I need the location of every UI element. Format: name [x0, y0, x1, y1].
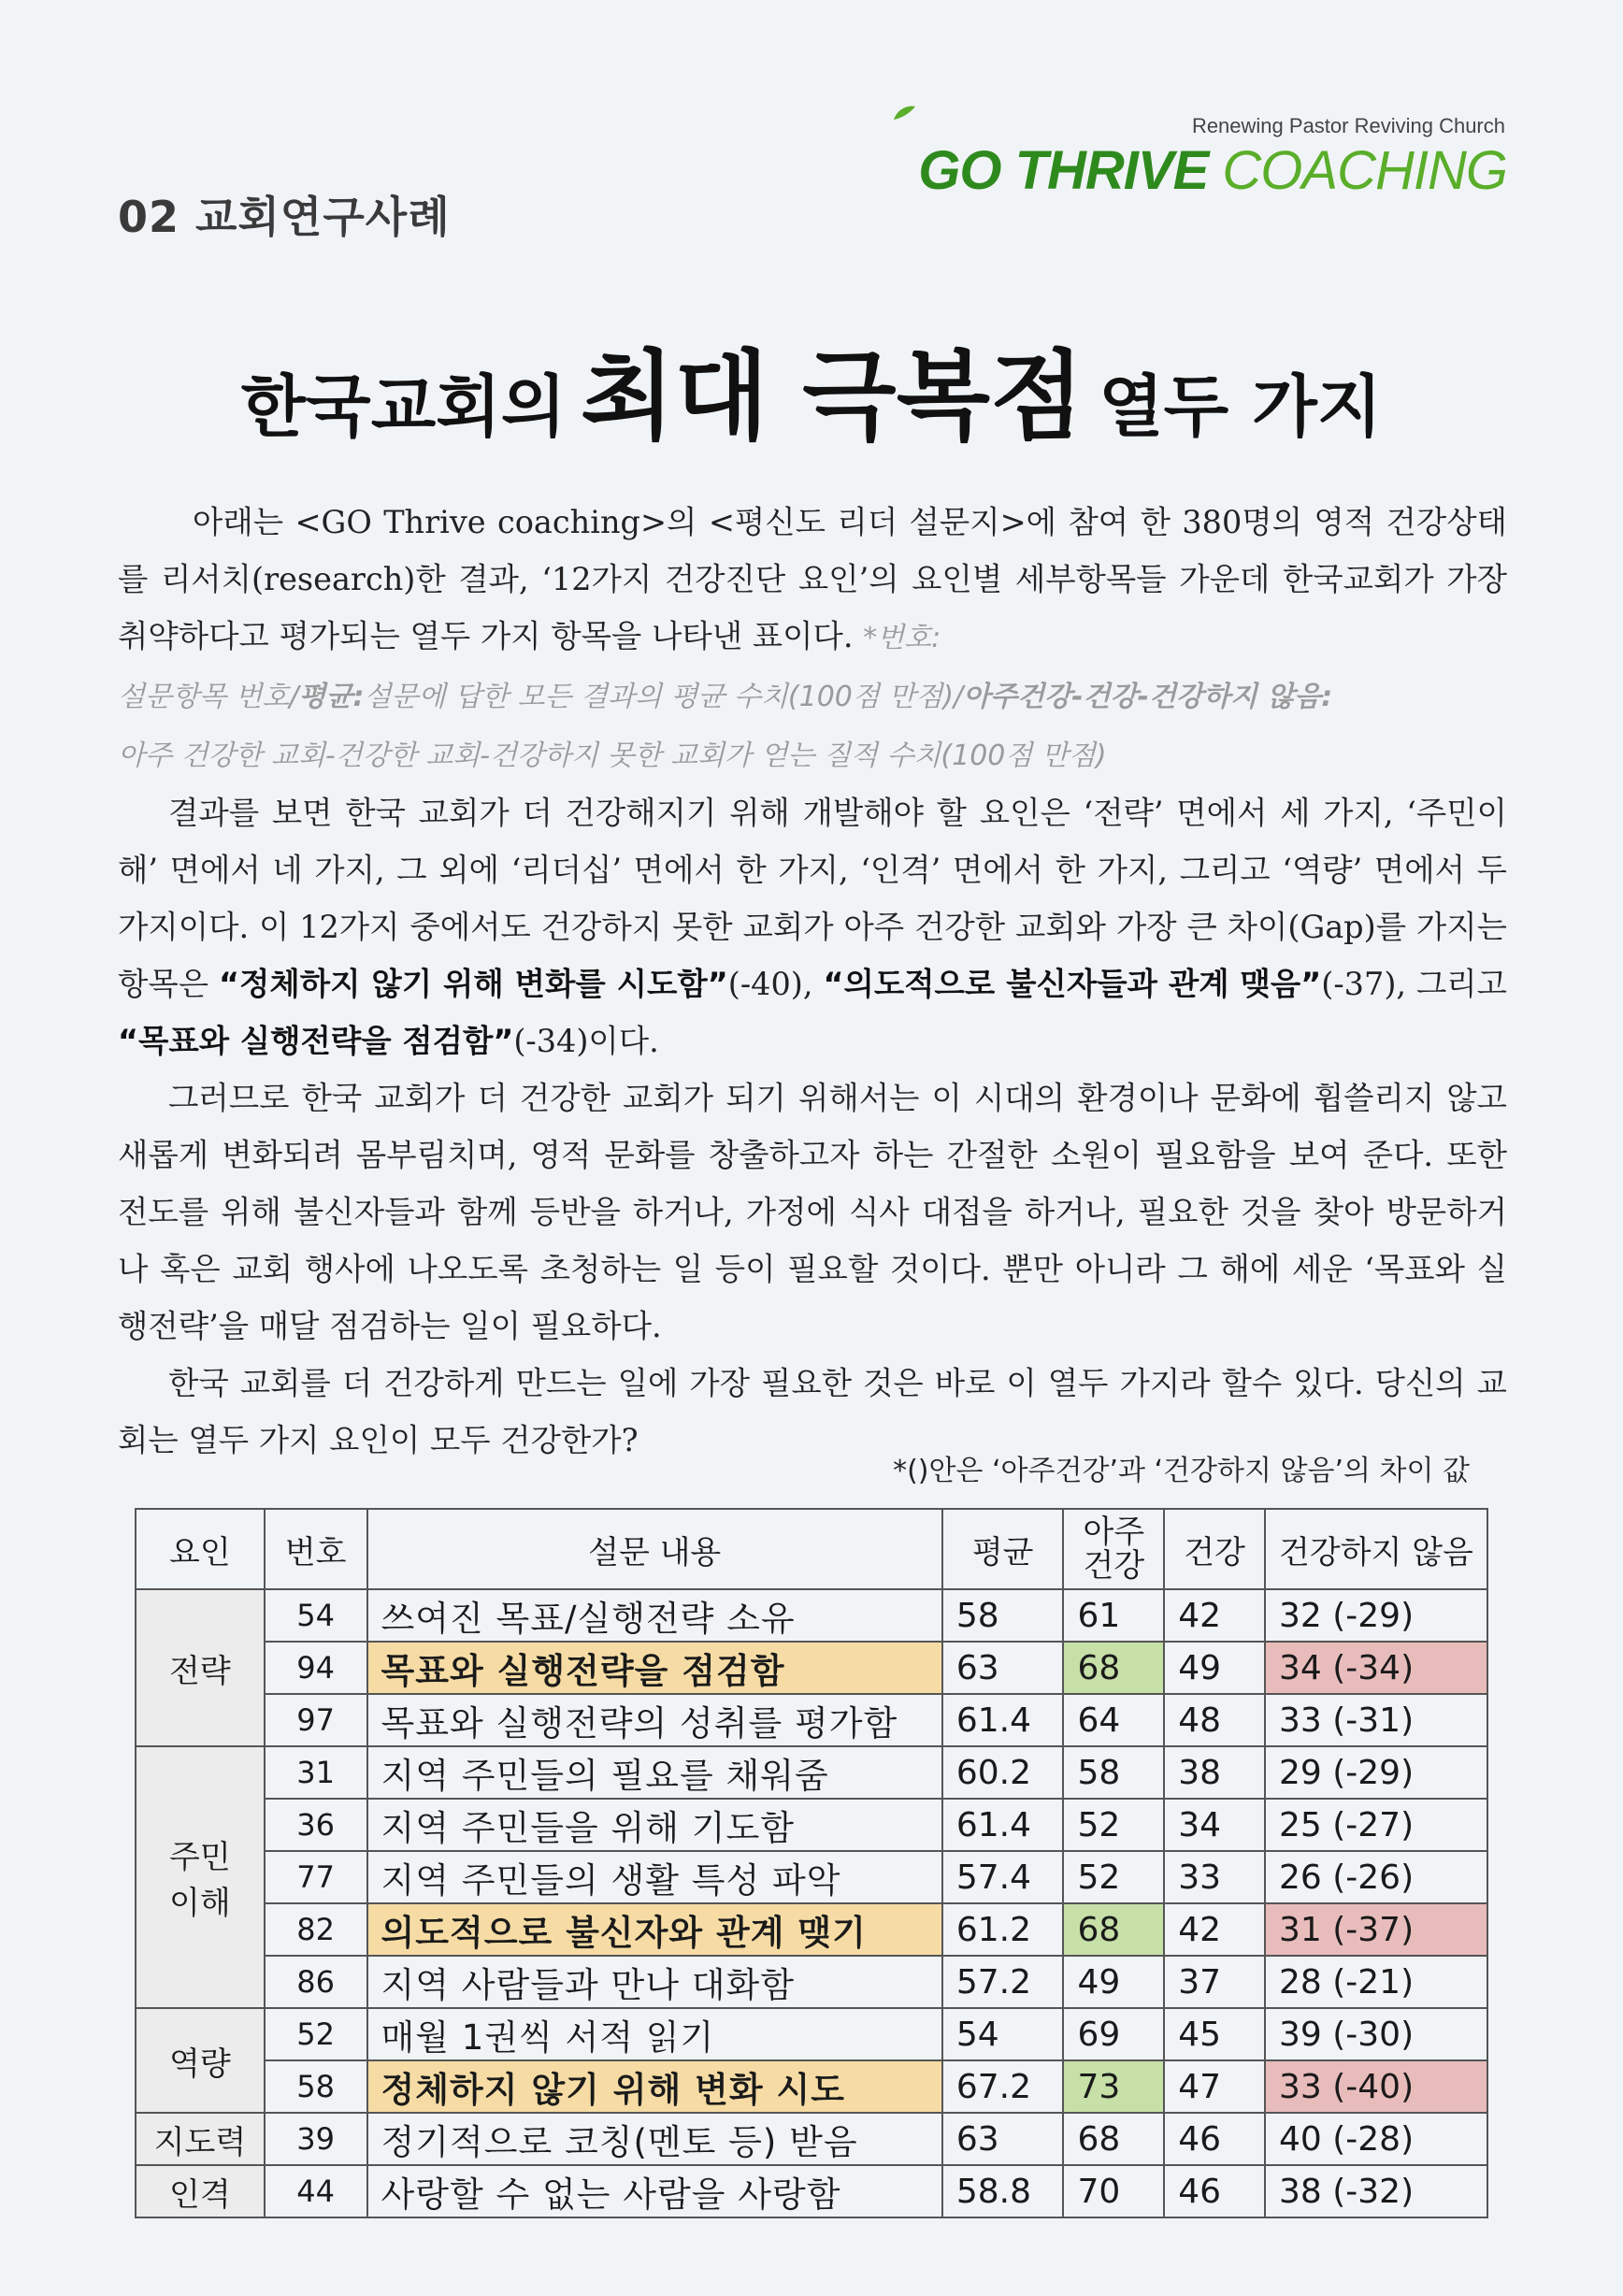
cell-very-healthy: 52 [1063, 1851, 1164, 1903]
cell-content: 정기적으로 코칭(멘토 등) 받음 [367, 2113, 942, 2165]
cell-content: 매월 1권씩 서적 읽기 [367, 2008, 942, 2060]
table-row [136, 1746, 1487, 1799]
table-row [136, 2113, 1487, 2165]
header-very-healthy-1: 아주 [1083, 1514, 1145, 1551]
title-part-3: 열두 가지 [1099, 367, 1383, 446]
cell-very-healthy: 61 [1063, 1589, 1164, 1642]
cell-average: 58 [942, 1589, 1064, 1642]
gap-34: (-34)이다. [513, 1023, 659, 1059]
cell-number: 97 [265, 1694, 367, 1746]
table-row [136, 1799, 1487, 1851]
factor-community [136, 1746, 265, 2008]
table-row [136, 1956, 1487, 2008]
table-row [136, 2165, 1487, 2217]
paragraph-1-text: 아래는 <GO Thrive coaching>의 <평신도 리더 설문지>에 참여 한 380명의 영적 건강상태를 리서치(research)한 결과, ‘12가지 건강진단 요인’의 요인별 세부항목들 가운데 한국교회가 가장 취약하다고 평가되는 열두 가지 항목을 나타낸 표이다. [118, 504, 1507, 654]
header-healthy: 건강 [1164, 1509, 1265, 1589]
note-average-label: 평균: [298, 681, 365, 713]
cell-content-highlight: 의도적으로 불신자와 관계 맺기 [367, 1903, 942, 1956]
cell-average: 60.2 [942, 1746, 1064, 1799]
brand-tagline-text: Renewing Pastor Reviving Church [1191, 114, 1505, 137]
factor-community-1: 주민 [169, 1839, 231, 1876]
paragraph-2-text: 결과를 보면 한국 교회가 더 건강해지기 위해 개발해야 할 요인은 ‘전략’ 면에서 세 가지, ‘주민이해’ 면에서 네 가지, 그 외에 ‘리더십’ 면에서 한 가지, ‘인격’ 면에서 한 가지, 그리고 ‘역량’ 면에서 두 가지이다. 이 12가지 중에서도 건강하지 못한 교회가 아주 건강한 교회와 가장 큰 차이(Gap)를 가지는 항목은 [118, 795, 1507, 1002]
cell-average: 63 [942, 1642, 1064, 1694]
cell-content: 사랑할 수 없는 사람을 사랑함 [367, 2165, 942, 2217]
cell-unhealthy-highlight: 33 (-40) [1265, 2060, 1487, 2113]
cell-number: 44 [265, 2165, 367, 2217]
brand-coaching: COACHING [1222, 140, 1507, 201]
brand-wordmark [918, 140, 1507, 201]
cell-number: 31 [265, 1746, 367, 1799]
factor-community-2: 이해 [169, 1885, 231, 1922]
cell-healthy: 37 [1164, 1956, 1265, 2008]
cell-very-healthy: 68 [1063, 2113, 1164, 2165]
paragraph-2 [118, 784, 1507, 1069]
cell-number: 82 [265, 1903, 367, 1956]
cell-unhealthy: 25 (-27) [1265, 1799, 1487, 1851]
brand-logo [918, 114, 1507, 201]
cell-content-highlight: 목표와 실행전략을 점검함 [367, 1642, 942, 1694]
cell-healthy: 38 [1164, 1746, 1265, 1799]
header-factor: 요인 [136, 1509, 265, 1589]
cell-average: 57.4 [942, 1851, 1064, 1903]
cell-number: 94 [265, 1642, 367, 1694]
cell-very-healthy: 69 [1063, 2008, 1164, 2060]
cell-unhealthy: 29 (-29) [1265, 1746, 1487, 1799]
table-row [136, 2060, 1487, 2113]
table-row [136, 1589, 1487, 1642]
cell-content: 지역 사람들과 만나 대화함 [367, 1956, 942, 2008]
cell-unhealthy: 38 (-32) [1265, 2165, 1487, 2217]
header-very-healthy [1063, 1509, 1164, 1589]
cell-average: 61.2 [942, 1903, 1064, 1956]
cell-number: 86 [265, 1956, 367, 2008]
table-row [136, 2008, 1487, 2060]
cell-very-healthy-highlight: 73 [1063, 2060, 1164, 2113]
quote-change: “정체하지 않기 위해 변화를 시도함” [219, 966, 728, 1002]
brand-go-thrive: GO THRIVE [918, 140, 1209, 201]
cell-number: 36 [265, 1799, 367, 1851]
factor-strategy: 전략 [136, 1589, 265, 1746]
cell-content: 지역 주민들의 생활 특성 파악 [367, 1851, 942, 1903]
quote-goals: “목표와 실행전략을 점검함” [118, 1023, 514, 1059]
cell-healthy: 46 [1164, 2113, 1265, 2165]
cell-unhealthy: 26 (-26) [1265, 1851, 1487, 1903]
cell-content-highlight: 정체하지 않기 위해 변화 시도 [367, 2060, 942, 2113]
title-part-2: 최대 극복점 [580, 339, 1084, 453]
cell-very-healthy: 58 [1063, 1746, 1164, 1799]
cell-healthy: 46 [1164, 2165, 1265, 2217]
cell-unhealthy: 33 (-31) [1265, 1694, 1487, 1746]
cell-number: 58 [265, 2060, 367, 2113]
cell-unhealthy: 40 (-28) [1265, 2113, 1487, 2165]
cell-number: 39 [265, 2113, 367, 2165]
cell-very-healthy: 49 [1063, 1956, 1164, 2008]
note-lead: *번호: [863, 622, 941, 654]
cell-unhealthy: 32 (-29) [1265, 1589, 1487, 1642]
paragraph-4: 한국 교회를 더 건강하게 만드는 일에 가장 필요한 것은 바로 이 열두 가지라 할수 있다. 당신의 교회는 열두 가지 요인이 모두 건강한가? [118, 1365, 1507, 1458]
table-row [136, 1694, 1487, 1746]
quote-relationship: “의도적으로 불신자들과 관계 맺음” [823, 966, 1322, 1002]
gap-40: (-40), [727, 966, 824, 1002]
note-number: 설문항목 번호/ [118, 681, 299, 713]
table-row [136, 1851, 1487, 1903]
gap-37: (-37), 그리고 [1321, 966, 1508, 1002]
note-health-label: 아주건강-건강-건강하지 않음: [963, 681, 1333, 713]
cell-healthy: 42 [1164, 1589, 1265, 1642]
header-content: 설문 내용 [367, 1509, 942, 1589]
factor-character: 인격 [136, 2165, 265, 2217]
brand-tagline [918, 114, 1507, 138]
note-health: 아주 건강한 교회-건강한 교회-건강하지 못한 교회가 얻는 질적 수치(100점 만점) [118, 739, 1107, 772]
cell-content: 지역 주민들을 위해 기도함 [367, 1799, 942, 1851]
page-title [0, 318, 1623, 458]
cell-unhealthy: 39 (-30) [1265, 2008, 1487, 2060]
factors-table [135, 1508, 1488, 2218]
cell-number: 52 [265, 2008, 367, 2060]
cell-unhealthy-highlight: 34 (-34) [1265, 1642, 1487, 1694]
cell-very-healthy-highlight: 68 [1063, 1903, 1164, 1956]
cell-healthy: 42 [1164, 1903, 1265, 1956]
cell-average: 57.2 [942, 1956, 1064, 2008]
cell-very-healthy-highlight: 68 [1063, 1642, 1164, 1694]
cell-average: 61.4 [942, 1799, 1064, 1851]
cell-healthy: 47 [1164, 2060, 1265, 2113]
cell-very-healthy: 52 [1063, 1799, 1164, 1851]
paragraph-3: 그러므로 한국 교회가 더 건강한 교회가 되기 위해서는 이 시대의 환경이나 문화에 휩쓸리지 않고 새롭게 변화되려 몸부림치며, 영적 문화를 창출하고자 하는 간절한 소원이 필요함을 보여 준다. 또한 전도를 위해 불신자들과 함께 등반을 하거나, 가정에 식사 대접을 하거나, 필요한 것을 찾아 방문하거나 혹은 교회 행사에 나오도록 초청하는 일 등이 필요할 것이다. 뿐만 아니라 그 해에 세운 ‘목표와 실행전략’을 매달 점검하는 일이 필요하다. [118, 1080, 1507, 1344]
cell-average: 54 [942, 2008, 1064, 2060]
table-header-row [136, 1509, 1487, 1589]
cell-healthy: 45 [1164, 2008, 1265, 2060]
section-label: 02 교회연구사례 [118, 192, 451, 242]
table-note: *()안은 ‘아주건강’과 ‘건강하지 않음’의 차이 값 [893, 1455, 1470, 1487]
cell-number: 54 [265, 1589, 367, 1642]
cell-unhealthy-highlight: 31 (-37) [1265, 1903, 1487, 1956]
factor-capacity: 역량 [136, 2008, 265, 2113]
cell-average: 63 [942, 2113, 1064, 2165]
title-part-1: 한국교회의 [240, 367, 567, 446]
cell-average: 61.4 [942, 1694, 1064, 1746]
cell-very-healthy: 64 [1063, 1694, 1164, 1746]
note-average: 설문에 답한 모든 결과의 평균 수치(100점 만점)/ [364, 681, 964, 713]
cell-healthy: 34 [1164, 1799, 1265, 1851]
cell-healthy: 33 [1164, 1851, 1265, 1903]
cell-number: 77 [265, 1851, 367, 1903]
cell-content: 쓰여진 목표/실행전략 소유 [367, 1589, 942, 1642]
cell-average: 58.8 [942, 2165, 1064, 2217]
header-unhealthy: 건강하지 않음 [1265, 1509, 1487, 1589]
header-average: 평균 [942, 1509, 1064, 1589]
cell-very-healthy: 70 [1063, 2165, 1164, 2217]
paragraph-1 [118, 494, 1507, 784]
table-row [136, 1642, 1487, 1694]
header-number: 번호 [265, 1509, 367, 1589]
table-row [136, 1903, 1487, 1956]
cell-unhealthy: 28 (-21) [1265, 1956, 1487, 2008]
cell-healthy: 49 [1164, 1642, 1265, 1694]
article-body [118, 494, 1507, 1469]
header-very-healthy-2: 건강 [1083, 1547, 1145, 1585]
cell-healthy: 48 [1164, 1694, 1265, 1746]
cell-average: 67.2 [942, 2060, 1064, 2113]
factor-leadership: 지도력 [136, 2113, 265, 2165]
cell-content: 목표와 실행전략의 성취를 평가함 [367, 1694, 942, 1746]
leaf-icon [892, 105, 916, 122]
cell-content: 지역 주민들의 필요를 채워줌 [367, 1746, 942, 1799]
